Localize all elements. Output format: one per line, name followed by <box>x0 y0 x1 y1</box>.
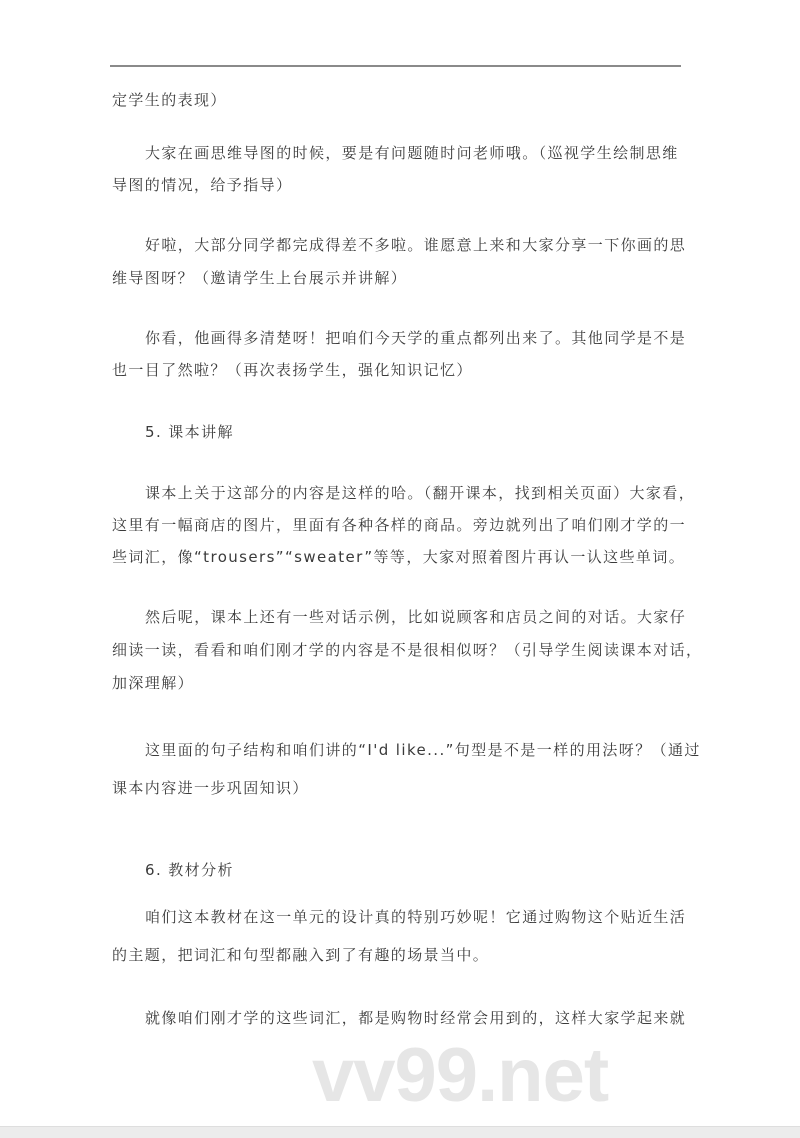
text-line: 加深理解） <box>112 674 195 692</box>
text-line: 课本上关于这部分的内容是这样的哈。（翻开课本，找到相关页面）大家看， <box>145 484 696 502</box>
text-line: 导图的情况，给予指导） <box>112 176 293 194</box>
section-heading: 5. 课本讲解 <box>145 423 234 441</box>
text-line: 就像咱们刚才学的这些词汇，都是购物时经常会用到的，这样大家学起来就 <box>145 1009 687 1027</box>
text-line: 好啦，大部分同学都完成得差不多啦。谁愿意上来和大家分享一下你画的思 <box>145 236 687 254</box>
text-line: 也一目了然啦？（再次表扬学生，强化知识记忆） <box>112 361 473 379</box>
text-line: 你看，他画得多清楚呀！把咱们今天学的重点都列出来了。其他同学是不是 <box>145 329 687 347</box>
watermark: vv99.net <box>312 1033 609 1118</box>
text-line: 课本内容进一步巩固知识） <box>112 779 309 797</box>
text-line: 大家在画思维导图的时候，要是有问题随时问老师哦。（巡视学生绘制思维 <box>145 144 679 162</box>
text-line: 维导图呀？（邀请学生上台展示并讲解） <box>112 269 408 287</box>
section-heading: 6. 教材分析 <box>145 861 234 879</box>
text-line: 这里面的句子结构和咱们讲的“I'd like...”句型是不是一样的用法呀？（通过 <box>145 741 701 759</box>
text-line: 然后呢，课本上还有一些对话示例，比如说顾客和店员之间的对话。大家仔 <box>145 608 687 626</box>
header-rule <box>110 65 681 67</box>
text-line: 细读一读，看看和咱们刚才学的内容是不是很相似呀？（引导学生阅读课本对话， <box>112 641 703 659</box>
text-line: 些词汇，像“trousers”“sweater”等等，大家对照着图片再认一认这些单词。 <box>112 548 686 566</box>
page-bottom-edge <box>0 1126 800 1138</box>
text-line: 咱们这本教材在这一单元的设计真的特别巧妙呢！它通过购物这个贴近生活 <box>145 908 687 926</box>
text-line: 这里有一幅商店的图片，里面有各种各样的商品。旁边就列出了咱们刚才学的一 <box>112 516 687 534</box>
text-line: 定学生的表现） <box>112 91 227 109</box>
text-line: 的主题，把词汇和句型都融入到了有趣的场景当中。 <box>112 946 490 964</box>
